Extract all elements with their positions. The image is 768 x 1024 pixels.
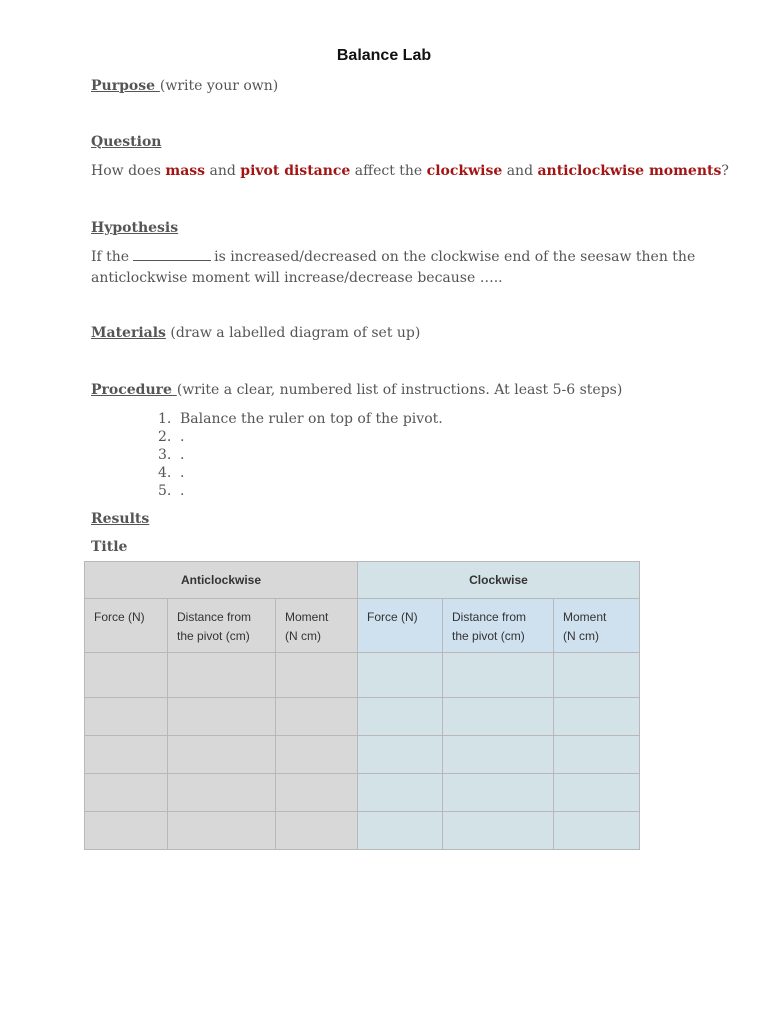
table-cell[interactable] — [168, 774, 276, 812]
table-cell[interactable] — [358, 736, 443, 774]
procedure-note: (write a clear, numbered list of instructions. At least 5-6 steps) — [176, 382, 623, 398]
procedure-section — [91, 382, 622, 398]
step-text: . — [180, 429, 185, 445]
table-cell[interactable] — [168, 653, 276, 698]
purpose-note: (write your own) — [159, 78, 279, 94]
step-number: 1. — [158, 411, 172, 427]
question-part: and — [205, 163, 241, 179]
results-heading: Results — [91, 511, 150, 527]
table-row — [85, 774, 640, 812]
table-cell[interactable] — [443, 653, 554, 698]
table-cell[interactable] — [168, 812, 276, 850]
procedure-steps — [148, 410, 443, 500]
list-item — [148, 464, 443, 482]
anticlockwise-group-header: Anticlockwise — [85, 562, 358, 599]
step-text: . — [180, 447, 185, 463]
table-cell[interactable] — [85, 653, 168, 698]
table-cell[interactable] — [85, 736, 168, 774]
table-cell[interactable] — [168, 736, 276, 774]
results-table-title: Title — [91, 539, 128, 555]
purpose-heading: Purpose — [91, 78, 160, 94]
table-cell[interactable] — [85, 774, 168, 812]
table-cell[interactable] — [358, 698, 443, 736]
hypothesis-line1-end: is increased/decreased on the clockwise end of the seesaw then the — [214, 249, 696, 265]
table-group-header-row — [85, 562, 640, 599]
table-cell[interactable] — [443, 698, 554, 736]
table-row — [85, 736, 640, 774]
list-item — [148, 410, 443, 428]
question-text — [91, 161, 729, 182]
question-section — [91, 134, 161, 150]
fill-in-blank[interactable] — [133, 259, 211, 261]
table-cell[interactable] — [85, 812, 168, 850]
materials-heading: Materials — [91, 325, 166, 341]
table-row — [85, 812, 640, 850]
question-keyword-clockwise: clockwise — [426, 163, 503, 179]
table-cell[interactable] — [276, 812, 358, 850]
table-column-header-row — [85, 599, 640, 653]
purpose-section — [91, 78, 278, 94]
table-cell[interactable] — [443, 774, 554, 812]
question-heading: Question — [91, 134, 162, 150]
table-cell[interactable] — [168, 698, 276, 736]
question-keyword-mass: mass — [165, 163, 206, 179]
column-header-clockwise-moment: Moment (N cm) — [554, 599, 640, 653]
table-row — [85, 653, 640, 698]
hypothesis-line-1 — [91, 247, 695, 268]
table-cell[interactable] — [276, 653, 358, 698]
table-cell[interactable] — [358, 774, 443, 812]
procedure-heading: Procedure — [91, 382, 177, 398]
table-row — [85, 698, 640, 736]
question-part: How does — [91, 163, 166, 179]
hypothesis-heading: Hypothesis — [91, 220, 179, 236]
table-cell[interactable] — [358, 812, 443, 850]
results-section — [91, 511, 149, 527]
materials-section — [91, 325, 420, 341]
table-cell[interactable] — [276, 698, 358, 736]
table-cell[interactable] — [554, 653, 640, 698]
list-item — [148, 446, 443, 464]
table-cell[interactable] — [358, 653, 443, 698]
question-keyword-pivot-distance: pivot distance — [240, 163, 351, 179]
hypothesis-line1-start: If the — [91, 249, 130, 265]
hypothesis-section — [91, 220, 178, 236]
results-table — [84, 561, 640, 850]
table-cell[interactable] — [276, 774, 358, 812]
materials-note: (draw a labelled diagram of set up) — [165, 325, 421, 341]
list-item — [148, 428, 443, 446]
table-cell[interactable] — [85, 698, 168, 736]
step-text: . — [180, 465, 185, 481]
step-number: 5. — [158, 483, 172, 499]
clockwise-group-header: Clockwise — [358, 562, 640, 599]
table-cell[interactable] — [554, 698, 640, 736]
table-cell[interactable] — [554, 774, 640, 812]
step-text: Balance the ruler on top of the pivot. — [180, 411, 443, 427]
document-title: Balance Lab — [336, 47, 432, 64]
hypothesis-text — [91, 247, 695, 289]
column-header-anticlockwise-moment: Moment (N cm) — [276, 599, 358, 653]
list-item — [148, 482, 443, 500]
column-header-anticlockwise-force: Force (N) — [85, 599, 168, 653]
question-part: affect the — [350, 163, 427, 179]
table-cell[interactable] — [276, 736, 358, 774]
table-cell[interactable] — [443, 736, 554, 774]
question-keyword-anticlockwise-moments: anticlockwise moments — [537, 163, 722, 179]
column-header-clockwise-distance: Distance from the pivot (cm) — [443, 599, 554, 653]
column-header-anticlockwise-distance: Distance from the pivot (cm) — [168, 599, 276, 653]
hypothesis-line-2: anticlockwise moment will increase/decrease because ….. — [91, 270, 503, 286]
question-part: ? — [721, 163, 729, 179]
step-number: 3. — [158, 447, 172, 463]
step-number: 4. — [158, 465, 172, 481]
step-number: 2. — [158, 429, 172, 445]
table-cell[interactable] — [443, 812, 554, 850]
question-part: and — [502, 163, 538, 179]
table-cell[interactable] — [554, 736, 640, 774]
column-header-clockwise-force: Force (N) — [358, 599, 443, 653]
step-text: . — [180, 483, 185, 499]
table-cell[interactable] — [554, 812, 640, 850]
